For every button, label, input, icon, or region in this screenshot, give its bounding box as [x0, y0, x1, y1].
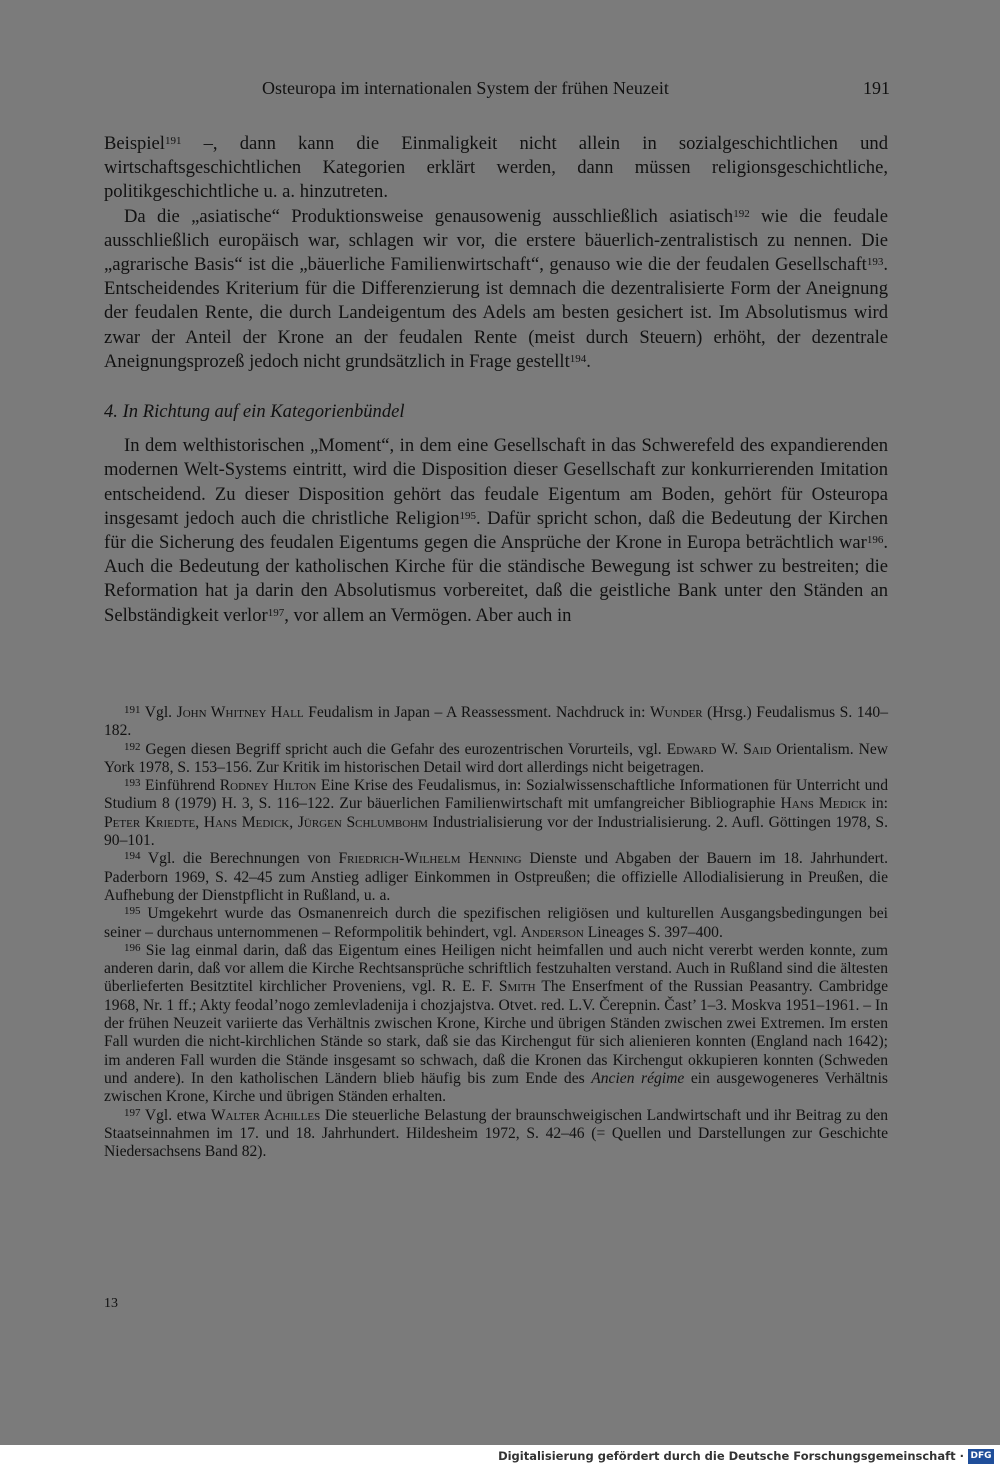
dfg-logo-icon: DFG: [968, 1449, 994, 1464]
footnote-number: 193: [124, 777, 141, 790]
text-run: In dem welthistorischen „Moment“, in dem eine Gesellschaft in das Schwerefeld des expandierenden modernen Welt-Systems eintritt, wird die Disposition dieser Gesellschaft zur konkurrierenden Imitation entscheidend. Zu dieser Disposition gehört das feudale Eigentum am Boden, gehört für Osteuropa insgesamt jedoch auch die christliche Religion: [104, 435, 888, 529]
footnote-number: 197: [124, 1106, 141, 1119]
text-run: Vgl.: [140, 704, 177, 721]
digitization-footer: [0, 1445, 1000, 1470]
text-run: –, dann kann die Einmaligkeit nicht allein in sozialgeschichtlichen und wirtschaftsgeschichtlichen Kategorien erklärt werden, dann müssen religionsgeschichtliche, politikgeschichtliche u. a. hinzutreten.: [104, 133, 888, 203]
author-name: Hans Medick: [780, 795, 867, 813]
author-name: John Whitney Hall: [176, 704, 304, 721]
footnote-ref-193: 193: [866, 256, 884, 269]
footnote-192: [104, 741, 888, 778]
signature-mark: 13: [104, 1296, 118, 1311]
text-run: Beispiel: [104, 133, 165, 154]
text-run: Da die „asiatische“ Produktionsweise genausowenig ausschließlich asiatisch: [124, 205, 734, 227]
text-run: Feudalism in Japan – A Reassessment. Nachdruck in:: [303, 704, 650, 721]
footnote-ref-194: 194: [569, 352, 587, 365]
text-run: , vor allem an Vermögen. Aber auch in: [284, 604, 572, 626]
footnote-ref-196: 196: [866, 534, 884, 547]
text-run: (Hrsg.) Feudalismus S. 140–182.: [104, 704, 888, 740]
funding-credit: Digitalisierung gefördert durch die Deutsche Forschungsgemeinschaft ·: [498, 1449, 964, 1463]
author-name: Walter Achilles: [210, 1106, 321, 1124]
footnote-ref-195: 195: [459, 509, 476, 522]
author-name: Wunder: [649, 704, 703, 721]
footnote-number: 192: [124, 740, 141, 753]
text-run: . Entscheidendes Kriterium für die Differenzierung ist demnach die dezentralisierte Form der Aneignung der feudalen Rente, die durch Landeigentum des Adels am besten gesichert ist. Im Absolutismus wird zwar der Anteil der Krone an der feudalen Rente (meist durch Steuern) erhöht, der dezentrale Aneignungsprozeß jedoch nicht grundsätzlich in Frage gestellt: [104, 254, 888, 372]
footnote-193: [104, 777, 888, 850]
text-run: .: [586, 350, 591, 372]
text-run: Industrialisierung vor der Industrialisierung. 2. Aufl. Göttingen 1978, S. 90–101.: [104, 813, 889, 850]
text-run: . Dafür spricht schon, daß die Bedeutung der Kirchen für die Sicherung des feudalen Eigentums gegen die Ansprüche der Krone in Europa beträchtlich war: [104, 507, 889, 554]
author-name: R. E. F. Smith: [441, 978, 536, 996]
author-name: Friedrich-Wilhelm Henning: [338, 850, 522, 868]
footnote-191: [104, 704, 888, 741]
text-run: Eine Krise des Feudalismus, in: Sozialwissenschaftliche Informationen für Unterricht und Studium 8 (1979) H. 3, S. 116–122. Zur bäuerlichen Familienwirtschaft mit umfangreicher Bibliographie: [104, 777, 888, 813]
running-head: [262, 78, 890, 99]
main-text: [104, 132, 888, 628]
footnote-ref-197: 197: [267, 606, 285, 619]
author-name: Anderson: [520, 923, 584, 941]
author-name: Edward W. Said: [666, 740, 772, 758]
text-run: wie die feudale ausschließlich europäisch war, schlagen wir vor, die erstere bäuerlich-zentralistisch zu nennen. Die „agrarische Basis“ ist die „bäuerliche Familienwirtschaft“, genauso wie die der feudalen Gesellschaft: [104, 205, 888, 276]
text-run: Sie lag einmal darin, daß das Eigentum eines Heiligen nicht heimfallen und auch nicht vererbt werden konnte, zum anderen darin, daß vor allem die Kirche Rechtsansprüche schriftlich festzuhalten verstand. Auch in Rußland sind die ältesten überlieferten Besitztitel kirchlicher Proveniens, vgl.: [104, 941, 888, 996]
text-run: Vgl. etwa: [140, 1106, 211, 1124]
page-number: 191: [863, 78, 890, 98]
footnote-ref-192: 192: [733, 207, 750, 220]
footnote-196: [104, 942, 888, 1107]
text-run: in:: [866, 795, 888, 813]
text-run: Einführend: [140, 777, 220, 795]
footnote-194: [104, 850, 888, 905]
text-run: Umgekehrt wurde das Osmanenreich durch die spezifischen religiösen und kulturellen Ausgangsbedingungen bei seiner – durchaus unternommenen – Reformpolitik behindert, vgl.: [104, 905, 888, 941]
running-title: Osteuropa im internationalen System der frühen Neuzeit: [262, 78, 669, 98]
author-name: Rodney Hilton: [219, 777, 317, 795]
text-run: Lineages S. 397–400.: [583, 923, 723, 941]
text-run: . Auch die Bedeutung der katholischen Kirche für die ständische Bewegung ist schwer zu bestreiten; die Reformation hat ja darin den Absolutismus vorbereitet, daß die geistliche Bank unter den Ständen an Selbständigkeit verlor: [104, 532, 888, 626]
footnote-195: [104, 905, 888, 942]
text-run: Dienste und Abgaben der Bauern im 18. Jahrhundert. Paderborn 1969, S. 42–45 zum Anstieg adliger Einkommen in Ostpreußen; die offizielle Allodialisierung in Preußen, die Aufhebung der Dienstpflicht in Rußland, u. a.: [104, 850, 888, 904]
text-run: ein ausgewogeneres Verhältnis zwischen Krone, Kirche und übrigen Ständen erhalten.: [104, 1069, 888, 1106]
italic-term: Ancien régime: [591, 1069, 685, 1087]
paragraph-2: [104, 205, 888, 374]
text-run: The Enserfment of the Russian Peasantry. Cambridge 1968, Nr. 1 ff.; Akty feodal’nogo zemlevladenija i chozjajstva. Otvet. red. L.V. Čerepnin. Čast’ 1–3. Moskva 1951–1961. – In der frühen Neuzeit variierte das Verhältnis zwischen Krone, Kirche und übrigen Ständen zwischen zwei Extremen. Im ersten Fall wurden die nicht-kirchlichen Stände so stark, daß sie das Kirchengut für sich alienieren konnten (England nach 1642); im anderen Fall wurden die Stände insgesamt so schwach, daß die Kronen das Kirchengut okkupieren konnten (Schweden und andere). In den katholischen Ländern blieb häufig bis zum Ende des: [104, 978, 888, 1087]
footnote-ref-191: 191: [164, 135, 182, 147]
author-name: Peter Kriedte, Hans Medick, Jürgen Schlumbohm: [104, 813, 428, 831]
footnote-number: 196: [124, 941, 141, 954]
footnote-number: 195: [124, 905, 141, 918]
paragraph-1: [104, 132, 888, 205]
paragraph-3: [104, 434, 888, 628]
text-run: Orientalism. New York 1978, S. 153–156. Zur Kritik im historischen Detail wird dort allerdings nicht beigetragen.: [104, 740, 889, 776]
text-run: Die steuerliche Belastung der braunschweigischen Landwirtschaft und ihr Beitrag zu den Staatseinnahmen im 17. und 18. Jahrhundert. Hildesheim 1972, S. 42–46 (= Quellen und Darstellungen zur Geschichte Niedersachsens Band 82).: [104, 1106, 889, 1161]
text-run: Gegen diesen Begriff spricht auch die Gefahr des eurozentrischen Vorurteils, vgl.: [140, 740, 667, 758]
text-run: Vgl. die Berechnungen von: [140, 850, 339, 868]
footnote-number: 191: [124, 704, 141, 716]
footnote-number: 194: [124, 850, 141, 863]
section-heading: 4. In Richtung auf ein Kategorienbündel: [104, 401, 405, 423]
footnotes: [104, 704, 888, 1161]
footnote-197: [104, 1107, 888, 1162]
